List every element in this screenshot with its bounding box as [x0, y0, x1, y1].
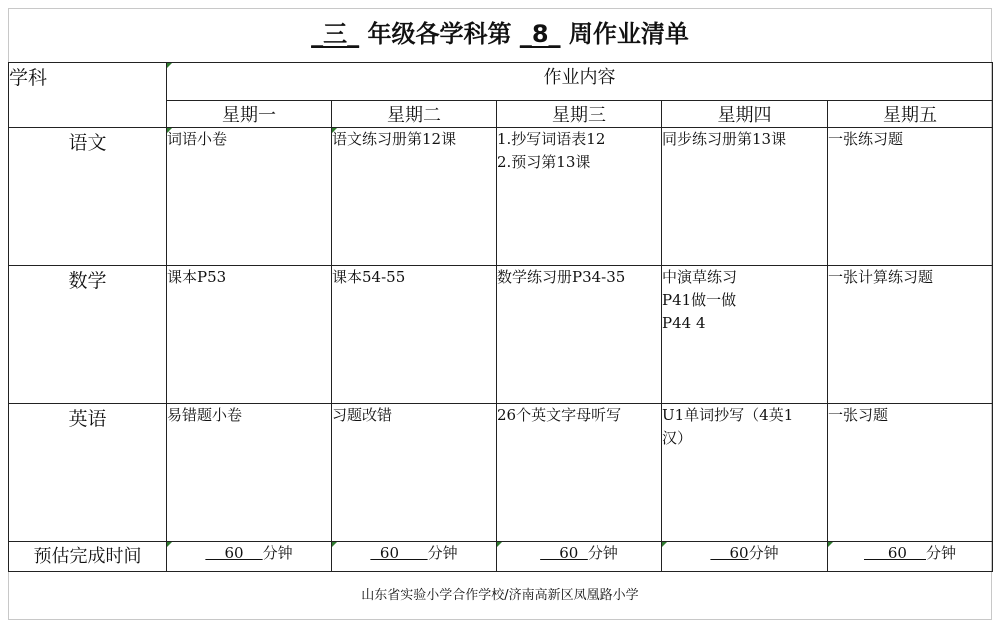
estimate-fri: 60 分钟 — [828, 542, 993, 572]
cell-chinese-thu: 同步练习册第13课 — [662, 128, 828, 266]
cell-math-wed: 数学练习册P34-35 — [497, 266, 662, 404]
cell-english-tue: 习题改错 — [332, 404, 497, 542]
table-row-chinese — [9, 128, 993, 266]
estimate-label: 预估完成时间 — [9, 542, 167, 572]
cell-math-mon: 课本P53 — [167, 266, 332, 404]
cell-math-thu: 中演草练习 P41做一做 P44 4 — [662, 266, 828, 404]
content-header: 作业内容 — [167, 63, 993, 101]
estimate-wed: 60 分钟 — [497, 542, 662, 572]
subject-math: 数学 — [9, 266, 167, 404]
cell-math-fri: 一张计算练习题 — [828, 266, 993, 404]
page-title — [0, 14, 1000, 49]
estimate-thu: 60分钟 — [662, 542, 828, 572]
homework-table — [8, 62, 993, 572]
cell-english-mon: 易错题小卷 — [167, 404, 332, 542]
cell-chinese-tue: 语文练习册第12课 — [332, 128, 497, 266]
school-footer: 山东省实验小学合作学校/济南高新区凤凰路小学 — [361, 588, 639, 603]
table-row-english — [9, 404, 993, 542]
cell-math-tue: 课本54-55 — [332, 266, 497, 404]
subject-chinese: 语文 — [9, 128, 167, 266]
estimate-mon: 60 分钟 — [167, 542, 332, 572]
title-text-2: 周作业清单 — [560, 20, 689, 48]
cell-english-wed: 26个英文字母听写 — [497, 404, 662, 542]
estimate-tue: 60 分钟 — [332, 542, 497, 572]
grade-blank: _三_ — [311, 20, 360, 48]
cell-english-fri: 一张习题 — [828, 404, 993, 542]
day-header-wed: 星期三 — [497, 101, 662, 128]
subject-english: 英语 — [9, 404, 167, 542]
table-row-math — [9, 266, 993, 404]
title-text-1: 年级各学科第 — [359, 20, 520, 48]
subject-header: 学科 — [9, 63, 167, 128]
table-row-estimate — [9, 542, 993, 572]
day-header-thu: 星期四 — [662, 101, 828, 128]
cell-english-thu: U1单词抄写（4英1 汉） — [662, 404, 828, 542]
cell-chinese-wed: 1.抄写词语表12 2.预习第13课 — [497, 128, 662, 266]
day-header-tue: 星期二 — [332, 101, 497, 128]
cell-chinese-mon: 词语小卷 — [167, 128, 332, 266]
day-header-fri: 星期五 — [828, 101, 993, 128]
cell-chinese-fri: 一张练习题 — [828, 128, 993, 266]
day-header-mon: 星期一 — [167, 101, 332, 128]
week-blank: _8_ — [519, 20, 561, 48]
